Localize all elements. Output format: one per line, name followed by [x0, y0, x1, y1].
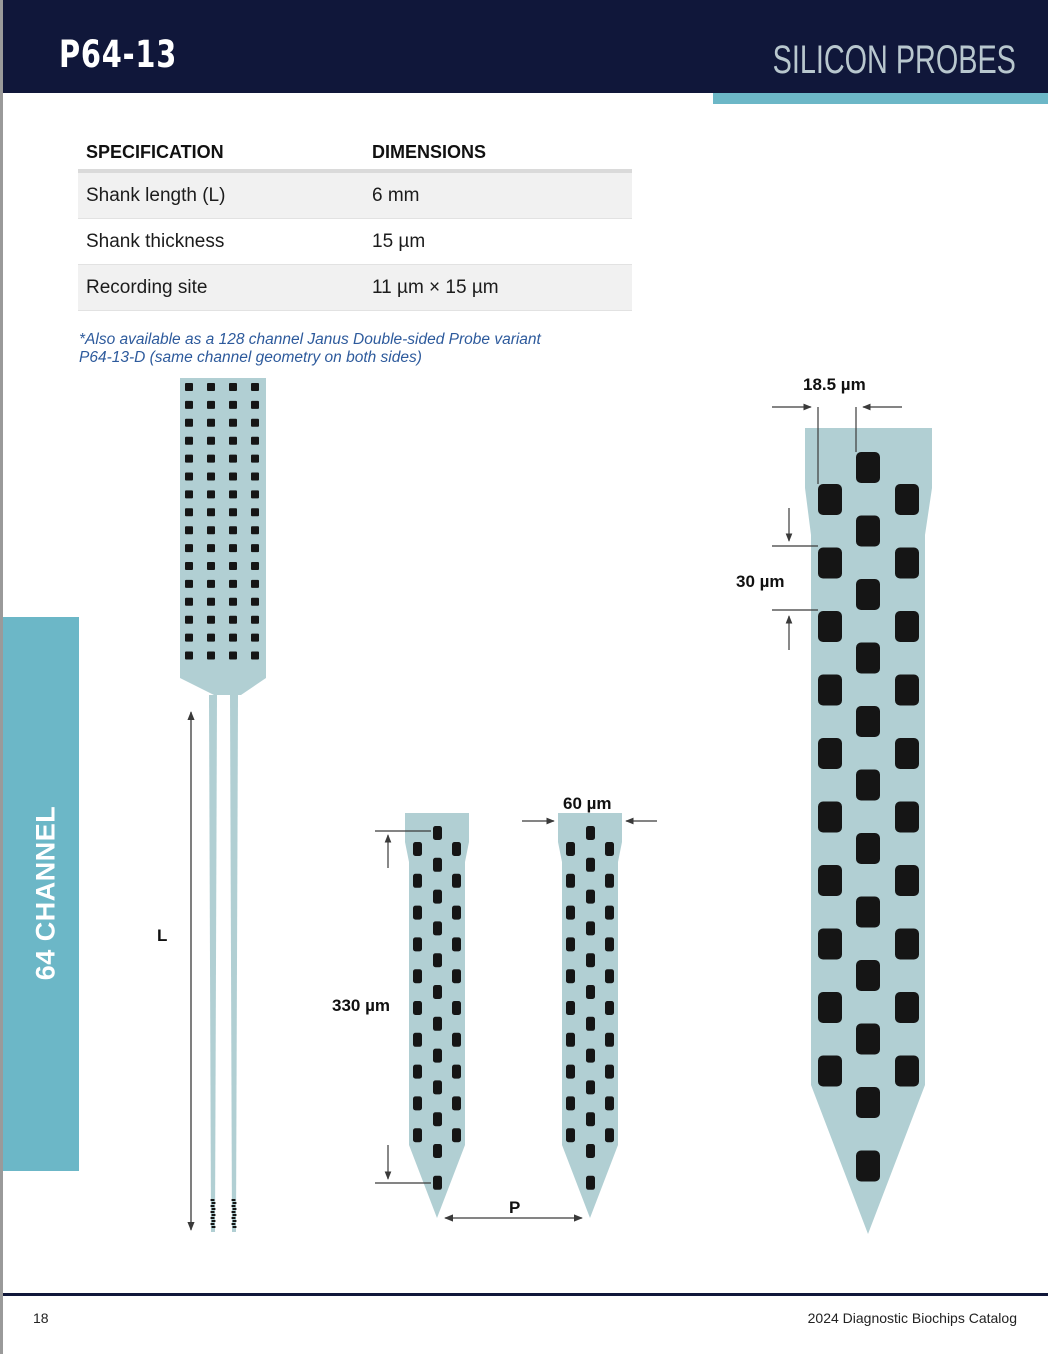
recording-site [251, 562, 259, 570]
shank-tip-site [233, 1202, 237, 1204]
recording-site [586, 921, 595, 935]
recording-site [229, 383, 237, 391]
recording-site [605, 937, 614, 951]
recording-site [605, 969, 614, 983]
recording-site [207, 580, 215, 588]
recording-site [856, 1024, 880, 1055]
shank-tip-site [232, 1211, 236, 1213]
recording-site [229, 508, 237, 516]
spec-value: 11 µm × 15 µm [364, 265, 632, 311]
shank-tip-site [211, 1205, 215, 1207]
pitch-label: P [509, 1198, 521, 1217]
recording-site [895, 548, 919, 579]
recording-site [185, 473, 193, 481]
recording-site [185, 580, 193, 588]
shank-tip-site [233, 1226, 237, 1228]
recording-site [251, 616, 259, 624]
recording-site [818, 992, 842, 1023]
recording-site [251, 580, 259, 588]
recording-site [818, 548, 842, 579]
shank-tip-site [211, 1223, 215, 1225]
spec-column-header: SPECIFICATION [78, 130, 364, 171]
recording-site [452, 969, 461, 983]
recording-site [433, 953, 442, 967]
shank-tip-site [232, 1199, 236, 1201]
site-offset-label: 18.5 µm [803, 375, 866, 394]
recording-site [586, 826, 595, 840]
recording-site [605, 1033, 614, 1047]
full-probe [180, 378, 266, 1232]
recording-site [433, 1112, 442, 1126]
recording-site [229, 401, 237, 409]
section-title: SILICON PROBES [772, 38, 1016, 82]
shank-tip-site [212, 1208, 216, 1210]
recording-site [452, 842, 461, 856]
recording-site [452, 937, 461, 951]
recording-site [586, 1112, 595, 1126]
recording-site [818, 484, 842, 515]
recording-site [251, 490, 259, 498]
recording-site [856, 960, 880, 991]
zoomed-shank [805, 428, 932, 1234]
recording-site [433, 1144, 442, 1158]
probe-shank-right [230, 695, 238, 1232]
recording-site [413, 1096, 422, 1110]
recording-site [413, 1001, 422, 1015]
recording-site [433, 890, 442, 904]
recording-site [185, 383, 193, 391]
recording-site [229, 598, 237, 606]
catalog-title: 2024 Diagnostic Biochips Catalog [807, 1310, 1017, 1326]
recording-site [229, 455, 237, 463]
recording-site [586, 890, 595, 904]
recording-site [207, 544, 215, 552]
recording-site [856, 1087, 880, 1118]
recording-site [229, 652, 237, 660]
recording-site [185, 526, 193, 534]
footer-rule [3, 1293, 1048, 1296]
site-span-label: 330 µm [332, 996, 390, 1015]
recording-site [413, 969, 422, 983]
recording-site [207, 455, 215, 463]
recording-site [229, 473, 237, 481]
recording-site [895, 1056, 919, 1087]
recording-site [185, 598, 193, 606]
recording-site [433, 1017, 442, 1031]
recording-site [856, 897, 880, 928]
recording-site [413, 874, 422, 888]
recording-site [566, 906, 575, 920]
recording-site [207, 401, 215, 409]
recording-site [433, 858, 442, 872]
recording-site [251, 383, 259, 391]
recording-site [856, 706, 880, 737]
recording-site [229, 544, 237, 552]
recording-site [413, 1128, 422, 1142]
recording-site [566, 1096, 575, 1110]
recording-site [605, 874, 614, 888]
recording-site [251, 401, 259, 409]
variant-note-line: *Also available as a 128 channel Janus Double-sided Probe variant [79, 331, 541, 348]
recording-site [185, 634, 193, 642]
recording-site [605, 1001, 614, 1015]
shank-tip-site [212, 1220, 216, 1222]
recording-site [566, 969, 575, 983]
recording-site [452, 1096, 461, 1110]
recording-site [586, 1017, 595, 1031]
shank-tip-site [232, 1217, 236, 1219]
recording-site [586, 985, 595, 999]
recording-site [207, 526, 215, 534]
recording-site [566, 1001, 575, 1015]
recording-site [895, 675, 919, 706]
recording-site [229, 562, 237, 570]
recording-site [566, 1065, 575, 1079]
shank-tip-site [212, 1226, 216, 1228]
recording-site [433, 1080, 442, 1094]
shank-tip-site [233, 1220, 237, 1222]
recording-site [566, 842, 575, 856]
recording-site [413, 937, 422, 951]
recording-site [229, 616, 237, 624]
shank-tip-site [212, 1214, 216, 1216]
recording-site [185, 652, 193, 660]
dimensions-column-header: DIMENSIONS [364, 130, 632, 171]
shank-tip-site [212, 1202, 216, 1204]
recording-site [818, 1056, 842, 1087]
recording-site [566, 874, 575, 888]
recording-site [566, 937, 575, 951]
recording-site [856, 579, 880, 610]
model-title: P64-13 [59, 33, 178, 76]
recording-site [251, 473, 259, 481]
recording-site [818, 611, 842, 642]
probe-shank-left [209, 695, 217, 1232]
recording-site [251, 598, 259, 606]
recording-site [207, 490, 215, 498]
recording-site [251, 526, 259, 534]
vertical-pitch-label: 30 µm [736, 572, 785, 591]
recording-site [605, 1096, 614, 1110]
recording-site [586, 1176, 595, 1190]
recording-site [185, 544, 193, 552]
recording-site [895, 865, 919, 896]
recording-site [452, 1065, 461, 1079]
recording-site [586, 1144, 595, 1158]
recording-site [413, 842, 422, 856]
recording-site [433, 921, 442, 935]
recording-site [895, 611, 919, 642]
recording-site [413, 906, 422, 920]
recording-site [433, 826, 442, 840]
recording-site [856, 833, 880, 864]
recording-site [251, 455, 259, 463]
recording-site [856, 516, 880, 547]
spec-name: Recording site [78, 265, 364, 311]
recording-site [251, 508, 259, 516]
recording-site [566, 1128, 575, 1142]
recording-site [251, 437, 259, 445]
recording-site [185, 562, 193, 570]
spec-value: 15 µm [364, 219, 632, 265]
recording-site [229, 580, 237, 588]
recording-site [818, 865, 842, 896]
recording-site [566, 1033, 575, 1047]
recording-site [452, 906, 461, 920]
recording-site [207, 652, 215, 660]
recording-site [251, 634, 259, 642]
recording-site [452, 874, 461, 888]
recording-site [856, 452, 880, 483]
recording-site [229, 490, 237, 498]
recording-site [856, 770, 880, 801]
shank-b [558, 813, 622, 1218]
recording-site [433, 985, 442, 999]
recording-site [452, 1033, 461, 1047]
recording-site [586, 858, 595, 872]
recording-site [251, 652, 259, 660]
recording-site [586, 1080, 595, 1094]
recording-site [229, 634, 237, 642]
recording-site [207, 598, 215, 606]
shank-tip-site [232, 1205, 236, 1207]
recording-site [818, 675, 842, 706]
recording-site [605, 906, 614, 920]
shank-tip-site [232, 1223, 236, 1225]
recording-site [185, 419, 193, 427]
spec-name: Shank thickness [78, 219, 364, 265]
spec-name: Shank length (L) [78, 171, 364, 219]
recording-site [185, 490, 193, 498]
shank-tip-site [211, 1211, 215, 1213]
channel-count-label: 64 CHANNEL [30, 805, 61, 981]
recording-site [207, 419, 215, 427]
recording-site [605, 1128, 614, 1142]
recording-site [586, 953, 595, 967]
recording-site [207, 473, 215, 481]
shank-length-label: L [157, 926, 168, 945]
recording-site [856, 1151, 880, 1182]
recording-site [433, 1176, 442, 1190]
recording-site [207, 508, 215, 516]
recording-site [185, 401, 193, 409]
recording-site [605, 842, 614, 856]
recording-site [452, 1128, 461, 1142]
recording-site [251, 544, 259, 552]
recording-site [895, 738, 919, 769]
recording-site [185, 437, 193, 445]
recording-site [895, 992, 919, 1023]
shank-tip-site [211, 1199, 215, 1201]
recording-site [818, 802, 842, 833]
spec-value: 6 mm [364, 171, 632, 219]
variant-note-line: P64-13-D (same channel geometry on both sides) [79, 349, 422, 366]
shank-tip-site [233, 1214, 237, 1216]
recording-site [207, 437, 215, 445]
recording-site [229, 437, 237, 445]
recording-site [856, 643, 880, 674]
page-number: 18 [33, 1310, 49, 1326]
shank-a [405, 813, 469, 1218]
shank-tip-site [211, 1217, 215, 1219]
recording-site [452, 1001, 461, 1015]
recording-site [185, 508, 193, 516]
recording-site [229, 419, 237, 427]
recording-site [185, 455, 193, 463]
recording-site [207, 562, 215, 570]
recording-site [433, 1049, 442, 1063]
recording-site [818, 929, 842, 960]
recording-site [586, 1049, 595, 1063]
recording-site [605, 1065, 614, 1079]
recording-site [895, 929, 919, 960]
recording-site [413, 1033, 422, 1047]
recording-site [229, 526, 237, 534]
recording-site [207, 383, 215, 391]
recording-site [818, 738, 842, 769]
recording-site [251, 419, 259, 427]
recording-site [895, 484, 919, 515]
shank-tip-site [233, 1208, 237, 1210]
shank-width-label: 60 µm [563, 794, 612, 813]
recording-site [185, 616, 193, 624]
recording-site [207, 634, 215, 642]
recording-site [413, 1065, 422, 1079]
recording-site [207, 616, 215, 624]
recording-site [895, 802, 919, 833]
